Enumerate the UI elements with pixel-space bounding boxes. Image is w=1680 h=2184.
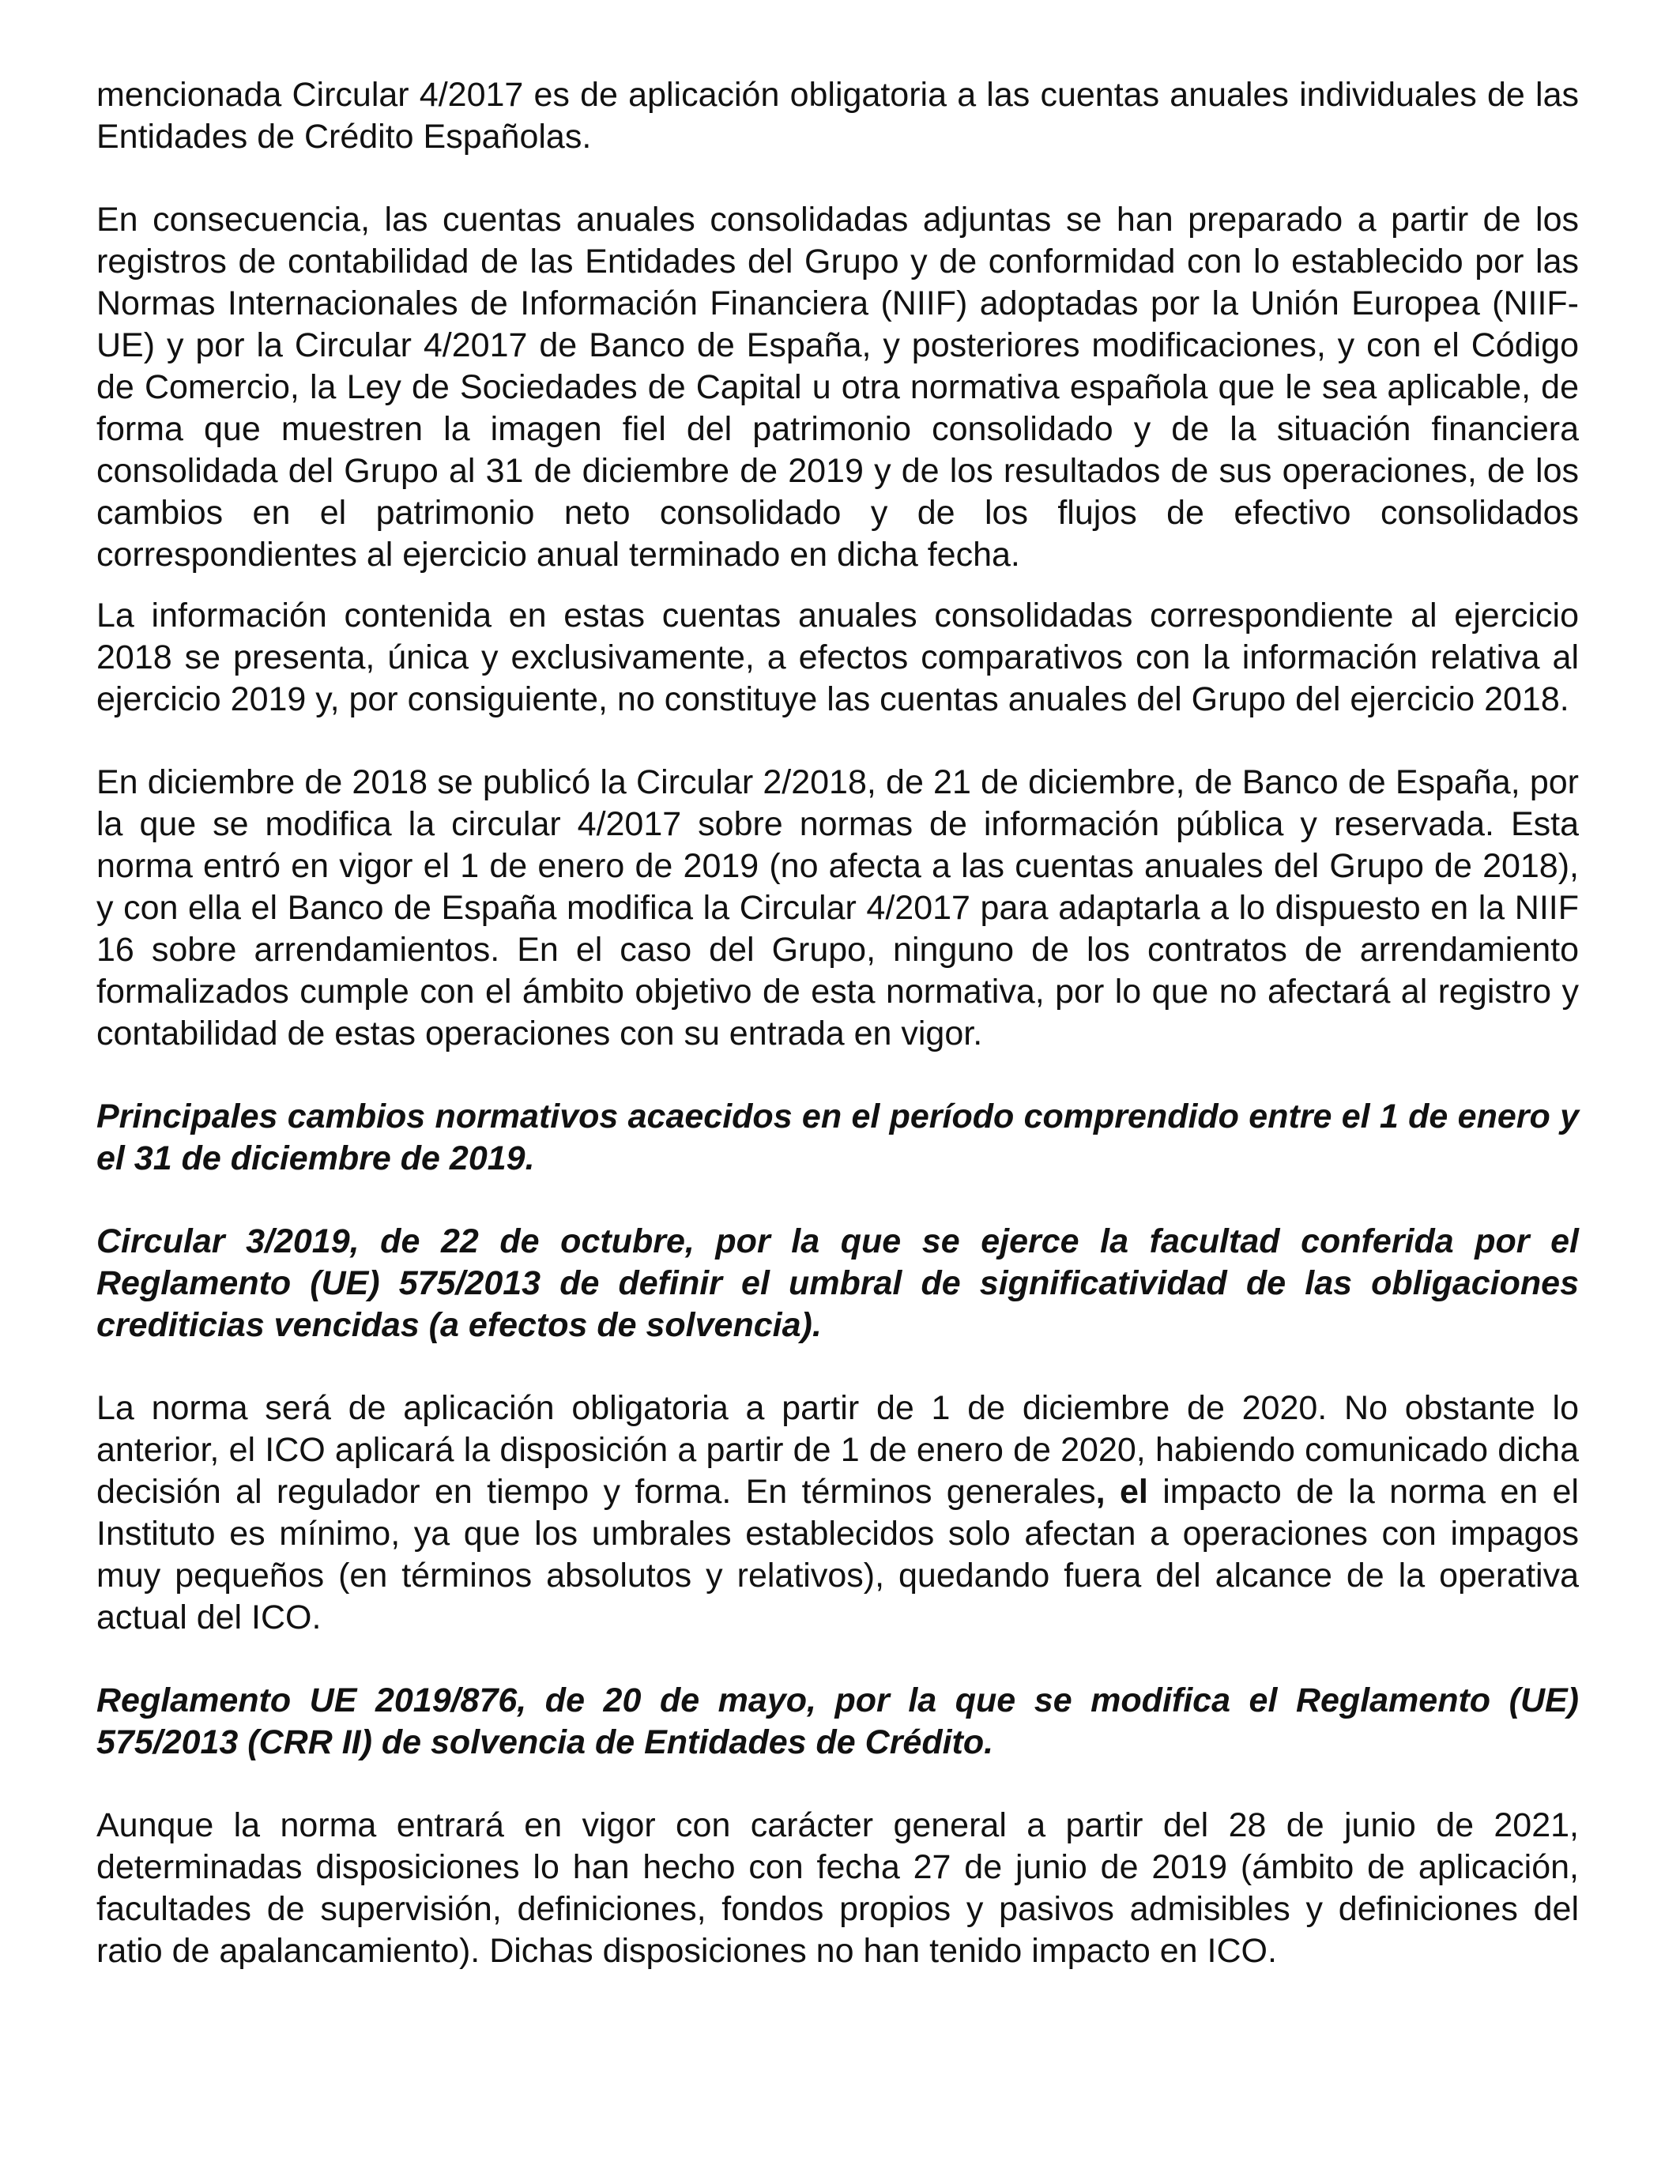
paragraph-circular-individual: mencionada Circular 4/2017 es de aplicación obligatoria a las cuentas anuales individuales de las Entidades de Crédito Españolas. — [96, 76, 1579, 156]
paragraph-comparative-2018: La información contenida en estas cuentas anuales consolidadas correspondiente al ejercicio 2018 se presenta, única y exclusivamente, a efectos comparativos con la información relativa al ejercicio 2019 y, por consiguiente, no constituye las cuentas anuales del Grupo del ejercicio 2018. — [96, 597, 1579, 718]
heading-regulatory-changes: Principales cambios normativos acaecidos en el período comprendido entre el 1 de enero y el 31 de diciembre de 2019. — [96, 1098, 1579, 1177]
paragraph-circular-3-2019-application — [96, 1388, 1579, 1639]
paragraph-crr-ii-entry: Aunque la norma entrará en vigor con carácter general a partir del 28 de junio de 2021, determinadas disposiciones lo han hecho con fecha 27 de junio de 2019 (ámbito de aplicación, facultades de supervisión, definiciones, fondos propios y pasivos admisibles y definiciones del ratio de apalancamiento). Dichas disposiciones no han tenido impacto en ICO. — [96, 1806, 1579, 1970]
paragraph-circular-2-2018: En diciembre de 2018 se publicó la Circular 2/2018, de 21 de diciembre, de Banco de España, por la que se modifica la circular 4/2017 sobre normas de información pública y reservada. Esta norma entró en vigor el 1 de enero de 2019 (no afecta a las cuentas anuales del Grupo de 2018), y con ella el Banco de España modifica la Circular 4/2017 para adaptarla a lo dispuesto en la NIIF 16 sobre arrendamientos. En el caso del Grupo, ninguno de los contratos de arrendamiento formalizados cumple con el ámbito objetivo de esta normativa, por lo que no afectará al registro y contabilidad de estas operaciones con su entrada en vigor. — [96, 763, 1579, 1052]
document-page — [96, 74, 1579, 1972]
paragraph-text-part-1: La norma será de aplicación obligatoria a partir de 1 de diciembre de 2020. No obstante lo anterior, el ICO aplicará la disposición a partir de 1 de enero de 2020, habiendo comunicado dicha decisión al regulador en tiempo y forma. En términos generales — [96, 1389, 1579, 1511]
paragraph-bold-fragment: , el — [1095, 1473, 1148, 1511]
heading-circular-3-2019: Circular 3/2019, de 22 de octubre, por la que se ejerce la facultad conferida por el Reglamento (UE) 575/2013 de definir el umbral de significatividad de las obligaciones crediticias vencidas (a efectos de solvencia). — [96, 1222, 1579, 1344]
heading-regulation-2019-876: Reglamento UE 2019/876, de 20 de mayo, por la que se modifica el Reglamento (UE) 575/2013 (CRR II) de solvencia de Entidades de Crédito. — [96, 1681, 1579, 1761]
paragraph-text-part-2: impacto de la norma en el Instituto es mínimo, ya que los umbrales establecidos solo afectan a operaciones con impagos muy pequeños (en términos absolutos y relativos), quedando fuera del alcance de la operativa actual del ICO. — [96, 1473, 1579, 1636]
paragraph-consolidated-accounts: En consecuencia, las cuentas anuales consolidadas adjuntas se han preparado a partir de los registros de contabilidad de las Entidades del Grupo y de conformidad con lo establecido por las Normas Internacionales de Información Financiera (NIIF) adoptadas por la Unión Europea (NIIF-UE) y por la Circular 4/2017 de Banco de España, y posteriores modificaciones, y con el Código de Comercio, la Ley de Sociedades de Capital u otra normativa española que le sea aplicable, de forma que muestren la imagen fiel del patrimonio consolidado y de la situación financiera consolidada del Grupo al 31 de diciembre de 2019 y de los resultados de sus operaciones, de los cambios en el patrimonio neto consolidado y de los flujos de efectivo consolidados correspondientes al ejercicio anual terminado en dicha fecha. — [96, 201, 1579, 574]
